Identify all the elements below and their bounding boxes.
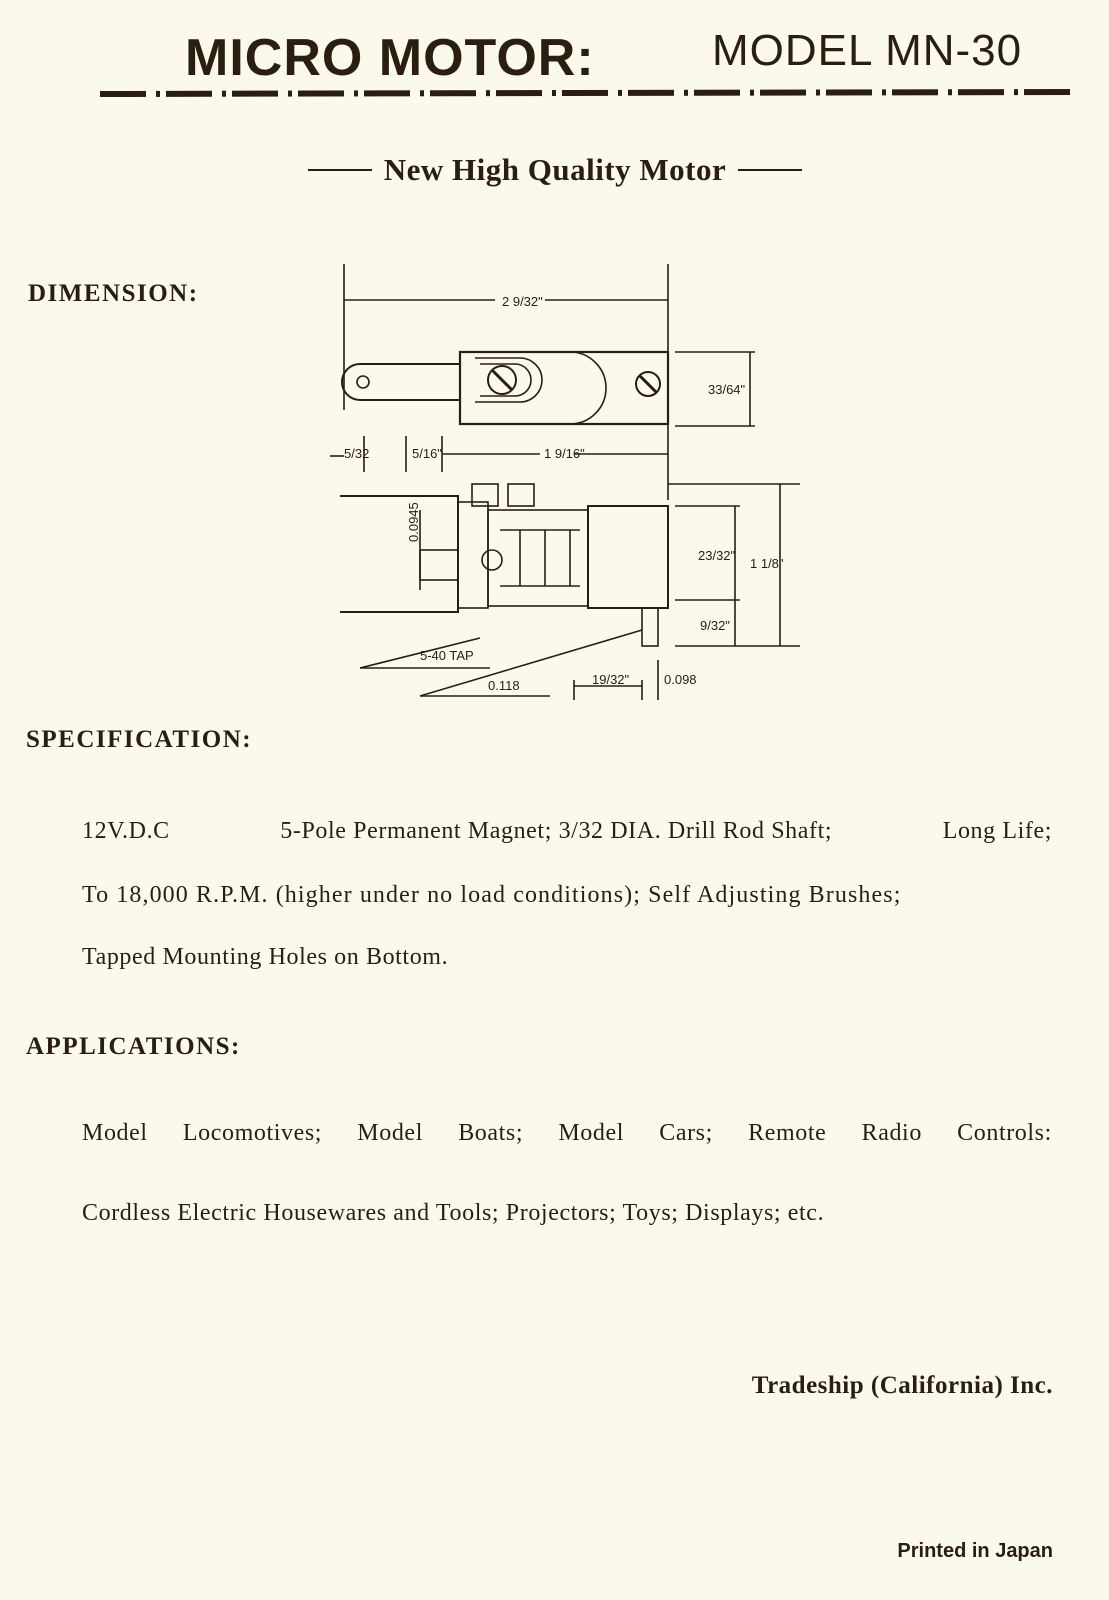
spec-line-1-part-3: Long Life; bbox=[942, 818, 1052, 844]
specification-heading: SPECIFICATION: bbox=[26, 726, 253, 753]
motor-drawing-svg bbox=[330, 260, 810, 720]
dim-0098: 0.098 bbox=[664, 672, 697, 687]
company-name: Tradeship (California) Inc. bbox=[751, 1372, 1053, 1399]
dim-body-length: 1 9/16" bbox=[544, 446, 585, 461]
spec-line-1-part-2: 5-Pole Permanent Magnet; 3/32 DIA. Drill Rod Shaft; bbox=[280, 818, 833, 844]
dimension-heading: DIMENSION: bbox=[28, 280, 199, 307]
printed-in: Printed in Japan bbox=[897, 1540, 1053, 1562]
dim-offset-b: 5/16" bbox=[412, 446, 442, 461]
subtitle-row bbox=[260, 152, 850, 188]
decorative-rule bbox=[100, 88, 1080, 98]
title-model: MODEL MN-30 bbox=[712, 26, 1023, 75]
dimension-drawing bbox=[330, 260, 810, 720]
spec-line-3-text: Tapped Mounting Holes on Bottom. bbox=[82, 944, 449, 970]
applications-line-2 bbox=[82, 1200, 1052, 1227]
dim-height-total: 1 1/8" bbox=[750, 556, 784, 571]
dim-offset-a: 5/32 bbox=[344, 446, 370, 461]
title-micro-motor: MICRO MOTOR: bbox=[185, 29, 595, 87]
app-word-8: Radio bbox=[861, 1120, 922, 1146]
header bbox=[100, 22, 1090, 87]
spec-line-1-part-1: 12V.D.C bbox=[82, 818, 170, 844]
dim-0118: 0.118 bbox=[488, 678, 520, 693]
app-word-2: Locomotives; bbox=[182, 1120, 323, 1146]
applications-heading: APPLICATIONS: bbox=[26, 1033, 241, 1060]
dim-height-a: 23/32" bbox=[698, 548, 736, 563]
applications-line-1 bbox=[82, 1120, 1052, 1147]
applications-line-2-text: Cordless Electric Housewares and Tools; Projectors; Toys; Displays; etc. bbox=[82, 1200, 825, 1226]
app-word-9: Controls: bbox=[957, 1120, 1052, 1146]
app-word-4: Boats; bbox=[458, 1120, 524, 1146]
app-word-7: Remote bbox=[748, 1120, 827, 1146]
dim-width-top: 33/64" bbox=[708, 382, 746, 397]
subtitle-dash-right bbox=[738, 169, 802, 171]
subtitle-dash-left bbox=[308, 169, 372, 171]
subtitle: New High Quality Motor bbox=[383, 152, 727, 187]
spec-line-2-text: To 18,000 R.P.M. (higher under no load conditions); Self Adjusting Brushes; bbox=[82, 882, 902, 908]
app-word-1: Model bbox=[82, 1120, 148, 1146]
dim-tap: 5-40 TAP bbox=[420, 648, 474, 663]
app-word-6: Cars; bbox=[659, 1120, 713, 1146]
spec-line-2 bbox=[82, 882, 1052, 909]
dim-height-b: 9/32" bbox=[700, 618, 730, 633]
app-word-3: Model bbox=[357, 1120, 423, 1146]
app-word-5: Model bbox=[558, 1120, 625, 1146]
dim-overall-length: 2 9/32" bbox=[502, 294, 543, 309]
spec-line-3 bbox=[82, 944, 1052, 971]
dim-1932: 19/32" bbox=[592, 672, 630, 687]
dim-shaft-dia: 0.0945 bbox=[406, 502, 421, 542]
spec-line-1 bbox=[82, 818, 1052, 845]
